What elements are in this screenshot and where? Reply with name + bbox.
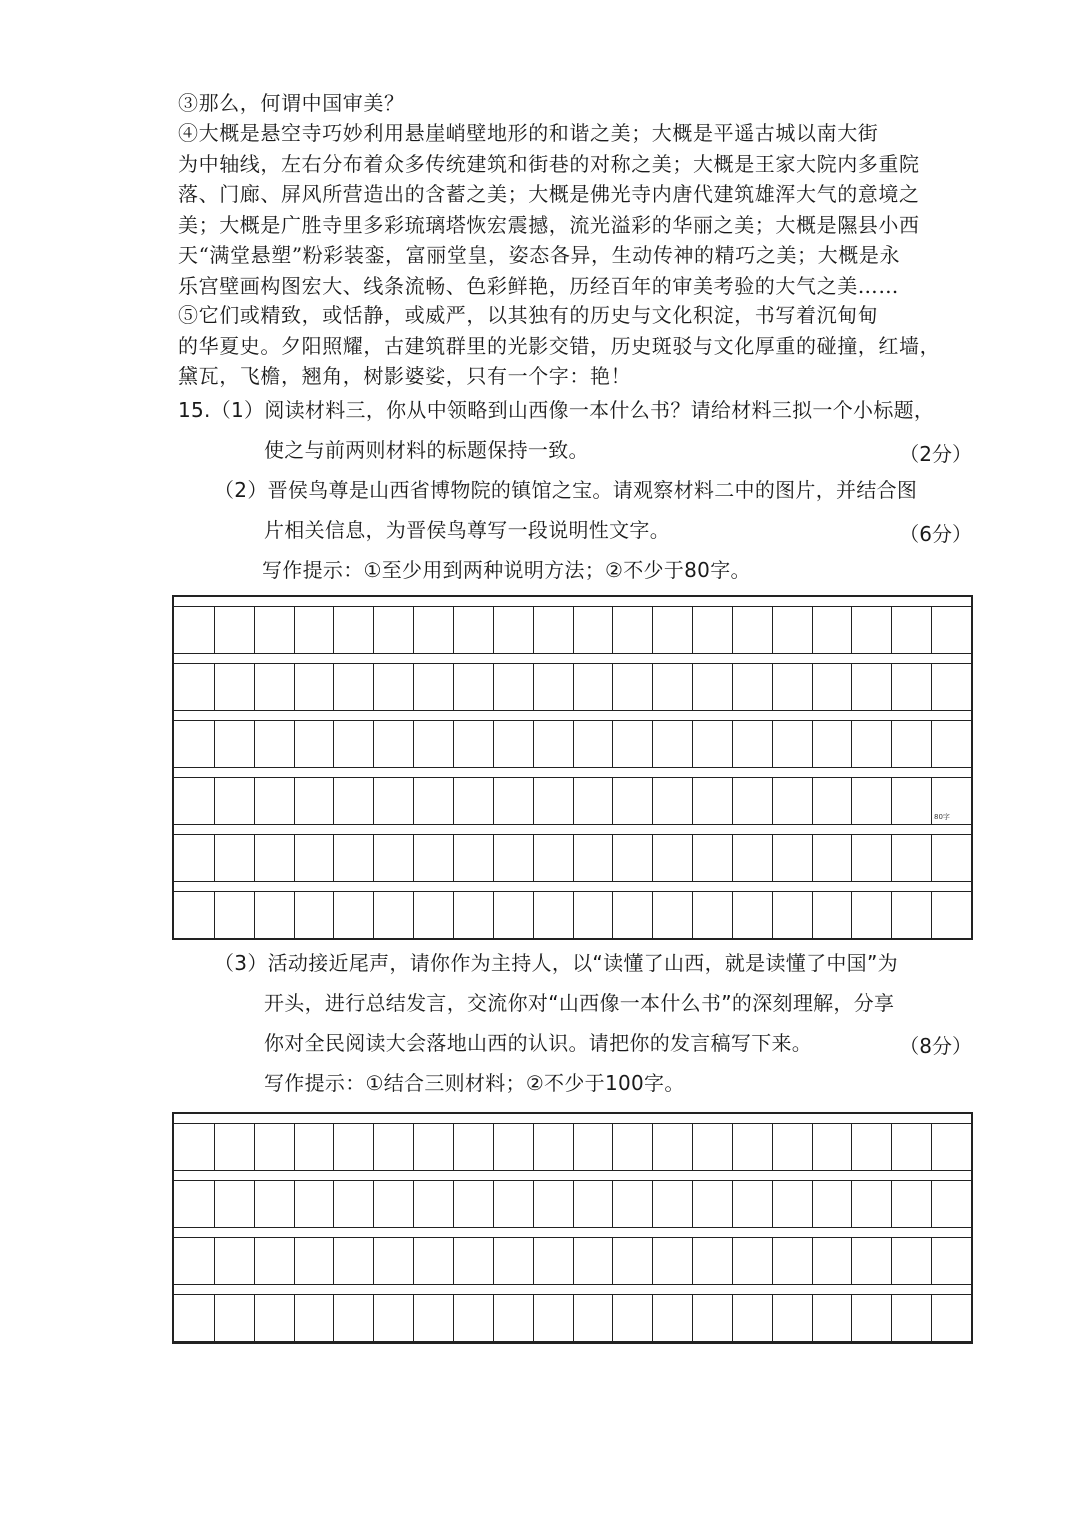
grid-row[interactable] <box>174 834 971 882</box>
grid-cell-divider <box>931 664 932 710</box>
grid-cell-divider <box>413 1181 414 1227</box>
question-15-3-line3: 你对全民阅读大会落地山西的认识。请把你的发言稿写下来。 <box>264 1031 813 1055</box>
grid-cell-divider <box>533 607 534 653</box>
grid-cell-divider <box>533 1238 534 1284</box>
grid-cell-divider <box>652 1181 653 1227</box>
grid-cell-divider <box>493 1295 494 1341</box>
grid-cell-divider <box>652 835 653 881</box>
grid-cell-divider <box>373 835 374 881</box>
grid-cell-divider <box>453 1238 454 1284</box>
grid-row[interactable] <box>174 1237 971 1285</box>
question-15-3-line1: （3）活动接近尾声，请你作为主持人，以“读懂了山西，就是读懂了中国”为 <box>214 951 898 975</box>
grid-cell-divider <box>413 835 414 881</box>
question-15-1-line1: 15.（1）阅读材料三，你从中领略到山西像一本什么书？请给材料三拟一个小标题， <box>178 398 935 422</box>
grid-cell-divider <box>254 664 255 710</box>
grid-cell-divider <box>931 1238 932 1284</box>
grid-cell-divider <box>851 778 852 824</box>
grid-cell-divider <box>772 1238 773 1284</box>
grid-cell-divider <box>692 1238 693 1284</box>
grid-cell-divider <box>214 1181 215 1227</box>
grid-cell-divider <box>851 835 852 881</box>
grid-cell-divider <box>573 1295 574 1341</box>
grid-cell-divider <box>612 1295 613 1341</box>
grid-cell-divider <box>851 1124 852 1170</box>
grid-cell-divider <box>573 721 574 767</box>
grid-cell-divider <box>493 1181 494 1227</box>
grid-cell-divider <box>294 835 295 881</box>
grid-cell-divider <box>772 835 773 881</box>
grid-cell-divider <box>692 892 693 938</box>
grid-cell-divider <box>891 721 892 767</box>
grid-cell-divider <box>533 835 534 881</box>
grid-cell-divider <box>891 778 892 824</box>
grid-cell-divider <box>891 607 892 653</box>
grid-cell-divider <box>533 721 534 767</box>
passage-line: ④大概是悬空寺巧妙利用悬崖峭壁地形的和谐之美；大概是平遥古城以南大街 <box>178 121 879 145</box>
grid-cell-divider <box>214 607 215 653</box>
grid-cell-divider <box>772 664 773 710</box>
grid-cell-divider <box>931 1181 932 1227</box>
grid-cell-divider <box>612 835 613 881</box>
grid-cell-divider <box>772 1181 773 1227</box>
grid-cell-divider <box>692 835 693 881</box>
grid-cell-divider <box>254 721 255 767</box>
grid-cell-divider <box>931 721 932 767</box>
grid-cell-divider <box>453 1124 454 1170</box>
grid-cell-divider <box>612 1181 613 1227</box>
grid-cell-divider <box>493 664 494 710</box>
grid-cell-divider <box>254 1295 255 1341</box>
question-15-1-score: （2分） <box>899 442 972 466</box>
grid-cell-divider <box>413 1238 414 1284</box>
grid-cell-divider <box>413 778 414 824</box>
grid-cell-divider <box>294 1181 295 1227</box>
grid-cell-divider <box>652 892 653 938</box>
answer-grid-15-2[interactable] <box>172 595 973 940</box>
grid-cell-divider <box>533 1295 534 1341</box>
grid-cell-divider <box>812 1181 813 1227</box>
grid-cell-divider <box>573 1181 574 1227</box>
grid-cell-divider <box>732 1295 733 1341</box>
grid-cell-divider <box>294 607 295 653</box>
question-15-2-hint: 写作提示：①至少用到两种说明方法；②不少于80字。 <box>262 558 751 582</box>
grid-cell-divider <box>254 778 255 824</box>
grid-cell-divider <box>851 1238 852 1284</box>
grid-cell-divider <box>453 721 454 767</box>
grid-cell-divider <box>373 721 374 767</box>
grid-cell-divider <box>373 1238 374 1284</box>
grid-cell-divider <box>533 1181 534 1227</box>
grid-cell-divider <box>891 1124 892 1170</box>
question-15-3-hint: 写作提示：①结合三则材料；②不少于100字。 <box>264 1071 685 1095</box>
grid-cell-divider <box>573 892 574 938</box>
grid-cell-divider <box>851 892 852 938</box>
grid-cell-divider <box>533 1124 534 1170</box>
grid-cell-divider <box>373 892 374 938</box>
grid-cell-divider <box>732 778 733 824</box>
passage-paragraph-4 <box>178 118 974 301</box>
question-15-2-line2: 片相关信息，为晋侯鸟尊写一段说明性文字。 <box>264 518 670 542</box>
grid-cell-divider <box>772 721 773 767</box>
passage-paragraph-3 <box>178 88 974 119</box>
grid-cell-divider <box>453 892 454 938</box>
grid-row[interactable] <box>174 1123 971 1171</box>
answer-grid-15-3[interactable] <box>172 1112 973 1344</box>
grid-cell-divider <box>612 1238 613 1284</box>
question-15-3-line2: 开头，进行总结发言，交流你对“山西像一本什么书”的深刻理解，分享 <box>264 991 895 1015</box>
grid-cell-divider <box>652 664 653 710</box>
grid-cell-divider <box>692 1124 693 1170</box>
grid-cell-divider <box>413 664 414 710</box>
grid-cell-divider <box>493 721 494 767</box>
grid-cell-divider <box>254 892 255 938</box>
grid-cell-divider <box>931 778 932 824</box>
passage-line: 的华夏史。夕阳照耀，古建筑群里的光影交错，历史斑驳与文化厚重的碰撞，红墙， <box>178 333 941 358</box>
grid-cell-divider <box>812 1124 813 1170</box>
grid-cell-divider <box>333 721 334 767</box>
grid-cell-divider <box>652 607 653 653</box>
grid-cell-divider <box>294 721 295 767</box>
grid-cell-divider <box>254 1124 255 1170</box>
grid-cell-divider <box>373 778 374 824</box>
grid-cell-divider <box>493 1238 494 1284</box>
grid-cell-divider <box>294 664 295 710</box>
grid-cell-divider <box>214 1124 215 1170</box>
grid-cell-divider <box>294 1124 295 1170</box>
grid-cell-divider <box>652 1238 653 1284</box>
grid-row[interactable] <box>174 1294 971 1342</box>
grid-cell-divider <box>812 721 813 767</box>
grid-cell-divider <box>294 892 295 938</box>
grid-row[interactable] <box>174 777 971 825</box>
grid-cell-divider <box>333 778 334 824</box>
grid-cell-divider <box>891 1181 892 1227</box>
grid-cell-divider <box>413 1124 414 1170</box>
grid-cell-divider <box>891 1295 892 1341</box>
grid-cell-divider <box>493 835 494 881</box>
grid-cell-divider <box>652 1295 653 1341</box>
grid-cell-divider <box>652 1124 653 1170</box>
grid-cell-divider <box>891 892 892 938</box>
grid-cell-divider <box>772 1124 773 1170</box>
grid-cell-divider <box>453 1295 454 1341</box>
grid-cell-divider <box>692 664 693 710</box>
grid-cell-divider <box>732 835 733 881</box>
grid-cell-divider <box>453 1181 454 1227</box>
grid-cell-divider <box>812 1238 813 1284</box>
grid-cell-divider <box>612 721 613 767</box>
word-count-marker: 80字 <box>934 813 950 821</box>
grid-cell-divider <box>333 1181 334 1227</box>
grid-cell-divider <box>891 1238 892 1284</box>
grid-cell-divider <box>812 892 813 938</box>
passage-line: 美；大概是广胜寺里多彩琉璃塔恢宏震撼，流光溢彩的华丽之美；大概是隰县小西 <box>178 212 920 237</box>
question-15-1-line2: 使之与前两则材料的标题保持一致。 <box>264 438 589 462</box>
grid-cell-divider <box>533 778 534 824</box>
grid-cell-divider <box>732 1124 733 1170</box>
question-15-2-line1: （2）晋侯鸟尊是山西省博物院的镇馆之宝。请观察材料二中的图片，并结合图 <box>214 478 918 502</box>
grid-cell-divider <box>413 607 414 653</box>
grid-cell-divider <box>812 1295 813 1341</box>
grid-cell-divider <box>812 607 813 653</box>
grid-cell-divider <box>453 664 454 710</box>
grid-row[interactable] <box>174 891 971 939</box>
grid-cell-divider <box>573 664 574 710</box>
grid-cell-divider <box>413 721 414 767</box>
passage-line: ③那么，何谓中国审美？ <box>178 91 405 115</box>
grid-cell-divider <box>732 721 733 767</box>
grid-row[interactable] <box>174 663 971 711</box>
grid-cell-divider <box>533 664 534 710</box>
grid-cell-divider <box>214 892 215 938</box>
grid-row[interactable] <box>174 720 971 768</box>
grid-cell-divider <box>333 1124 334 1170</box>
question-15-3-score: （8分） <box>899 1034 972 1058</box>
grid-cell-divider <box>851 1181 852 1227</box>
grid-cell-divider <box>612 892 613 938</box>
grid-cell-divider <box>254 1238 255 1284</box>
grid-cell-divider <box>692 778 693 824</box>
grid-cell-divider <box>493 892 494 938</box>
grid-cell-divider <box>294 1295 295 1341</box>
grid-cell-divider <box>333 892 334 938</box>
passage-line: 为中轴线，左右分布着众多传统建筑和街巷的对称之美；大概是王家大院内多重院 <box>178 151 920 176</box>
grid-cell-divider <box>214 664 215 710</box>
grid-cell-divider <box>254 607 255 653</box>
grid-row[interactable] <box>174 1180 971 1228</box>
passage-line: 落、门廊、屏风所营造出的含蓄之美；大概是佛光寺内唐代建筑雄浑大气的意境之 <box>178 182 920 206</box>
grid-cell-divider <box>931 1124 932 1170</box>
grid-cell-divider <box>812 664 813 710</box>
grid-cell-divider <box>851 607 852 653</box>
grid-cell-divider <box>931 607 932 653</box>
grid-cell-divider <box>333 1238 334 1284</box>
grid-cell-divider <box>732 607 733 653</box>
grid-cell-divider <box>931 835 932 881</box>
grid-cell-divider <box>891 664 892 710</box>
grid-cell-divider <box>851 664 852 710</box>
grid-cell-divider <box>214 1295 215 1341</box>
grid-cell-divider <box>851 1295 852 1341</box>
grid-cell-divider <box>413 1295 414 1341</box>
passage-line: 黛瓦，飞檐，翘角，树影婆娑，只有一个字：艳！ <box>178 364 632 388</box>
grid-cell-divider <box>493 607 494 653</box>
grid-cell-divider <box>453 778 454 824</box>
grid-cell-divider <box>612 778 613 824</box>
grid-cell-divider <box>652 778 653 824</box>
grid-cell-divider <box>373 1181 374 1227</box>
grid-cell-divider <box>254 1181 255 1227</box>
grid-cell-divider <box>333 607 334 653</box>
grid-cell-divider <box>254 835 255 881</box>
grid-cell-divider <box>812 835 813 881</box>
grid-cell-divider <box>333 664 334 710</box>
grid-cell-divider <box>493 778 494 824</box>
grid-cell-divider <box>692 1295 693 1341</box>
grid-cell-divider <box>812 778 813 824</box>
grid-cell-divider <box>453 607 454 653</box>
grid-cell-divider <box>573 1238 574 1284</box>
grid-cell-divider <box>573 778 574 824</box>
grid-cell-divider <box>533 892 534 938</box>
grid-cell-divider <box>373 1124 374 1170</box>
grid-cell-divider <box>294 1238 295 1284</box>
grid-cell-divider <box>373 1295 374 1341</box>
grid-cell-divider <box>612 1124 613 1170</box>
grid-cell-divider <box>732 892 733 938</box>
grid-cell-divider <box>333 835 334 881</box>
grid-cell-divider <box>373 607 374 653</box>
grid-cell-divider <box>573 1124 574 1170</box>
grid-cell-divider <box>692 721 693 767</box>
grid-cell-divider <box>214 721 215 767</box>
grid-cell-divider <box>214 835 215 881</box>
grid-cell-divider <box>772 1295 773 1341</box>
passage-line: 乐宫壁画构图宏大、线条流畅、色彩鲜艳，历经百年的审美考验的大气之美…… <box>178 273 899 298</box>
grid-cell-divider <box>891 835 892 881</box>
grid-cell-divider <box>732 1181 733 1227</box>
grid-cell-divider <box>652 721 653 767</box>
grid-cell-divider <box>612 664 613 710</box>
passage-line: ⑤它们或精致，或恬静，或威严，以其独有的历史与文化积淀，书写着沉甸甸 <box>178 303 879 327</box>
grid-cell-divider <box>294 778 295 824</box>
grid-cell-divider <box>732 1238 733 1284</box>
grid-cell-divider <box>214 778 215 824</box>
grid-cell-divider <box>692 607 693 653</box>
passage-line: 天“满堂悬塑”粉彩装銮，富丽堂皇，姿态各异，生动传神的精巧之美；大概是永 <box>178 243 901 267</box>
grid-cell-divider <box>493 1124 494 1170</box>
grid-cell-divider <box>214 1238 215 1284</box>
grid-cell-divider <box>772 892 773 938</box>
passage-paragraph-5 <box>178 300 974 392</box>
grid-cell-divider <box>573 835 574 881</box>
grid-cell-divider <box>413 892 414 938</box>
grid-cell-divider <box>772 778 773 824</box>
grid-cell-divider <box>573 607 574 653</box>
grid-cell-divider <box>772 607 773 653</box>
grid-cell-divider <box>373 664 374 710</box>
grid-cell-divider <box>732 664 733 710</box>
grid-row[interactable] <box>174 606 971 654</box>
grid-cell-divider <box>612 607 613 653</box>
grid-cell-divider <box>692 1181 693 1227</box>
grid-cell-divider <box>931 892 932 938</box>
grid-cell-divider <box>851 721 852 767</box>
question-15-2-score: （6分） <box>899 522 972 546</box>
grid-cell-divider <box>931 1295 932 1341</box>
grid-cell-divider <box>333 1295 334 1341</box>
grid-cell-divider <box>453 835 454 881</box>
